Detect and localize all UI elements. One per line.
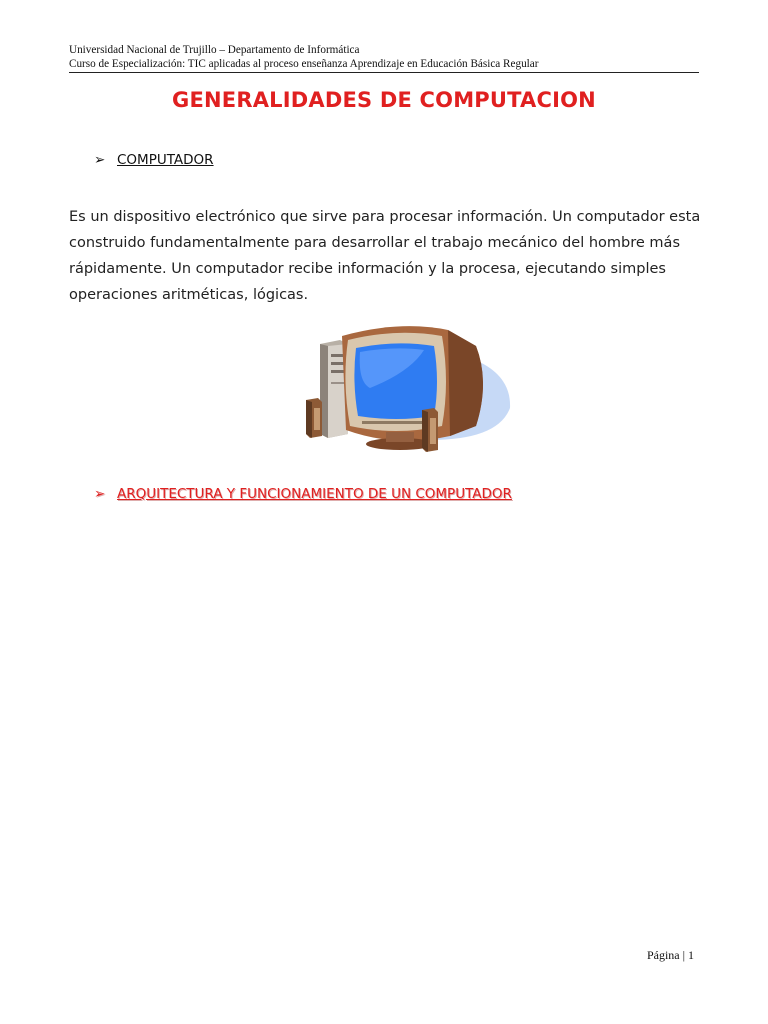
section-heading-computador bbox=[94, 152, 214, 168]
arrow-bullet-icon: ➢ bbox=[94, 152, 106, 168]
header-course: Curso de Especialización: TIC aplicadas al proceso enseñanza Aprendizaje en Educación Básica Regular bbox=[69, 58, 539, 70]
computer-clipart-icon bbox=[300, 322, 520, 458]
arrow-bullet-icon: ➢ bbox=[94, 486, 106, 502]
section-paragraph: Es un dispositivo electrónico que sirve para procesar información. Un computador esta construido fundamentalmente para desarrollar el trabajo mecánico del hombre más rápidamente. Un computador recibe información y la procesa, ejecutando simples operaciones aritméticas, lógicas. bbox=[69, 209, 701, 303]
page-number: Página | 1 bbox=[646, 948, 694, 962]
header-university: Universidad Nacional de Trujillo – Departamento de Informática bbox=[69, 44, 360, 56]
document-header bbox=[69, 43, 699, 71]
section-heading-text: COMPUTADOR bbox=[117, 152, 214, 168]
section-heading-arquitectura bbox=[94, 486, 512, 502]
section-heading-text: ARQUITECTURA Y FUNCIONAMIENTO DE UN COMPUTADOR bbox=[117, 486, 512, 502]
header-divider bbox=[69, 72, 699, 73]
document-title: GENERALIDADES DE COMPUTACION bbox=[172, 88, 596, 112]
